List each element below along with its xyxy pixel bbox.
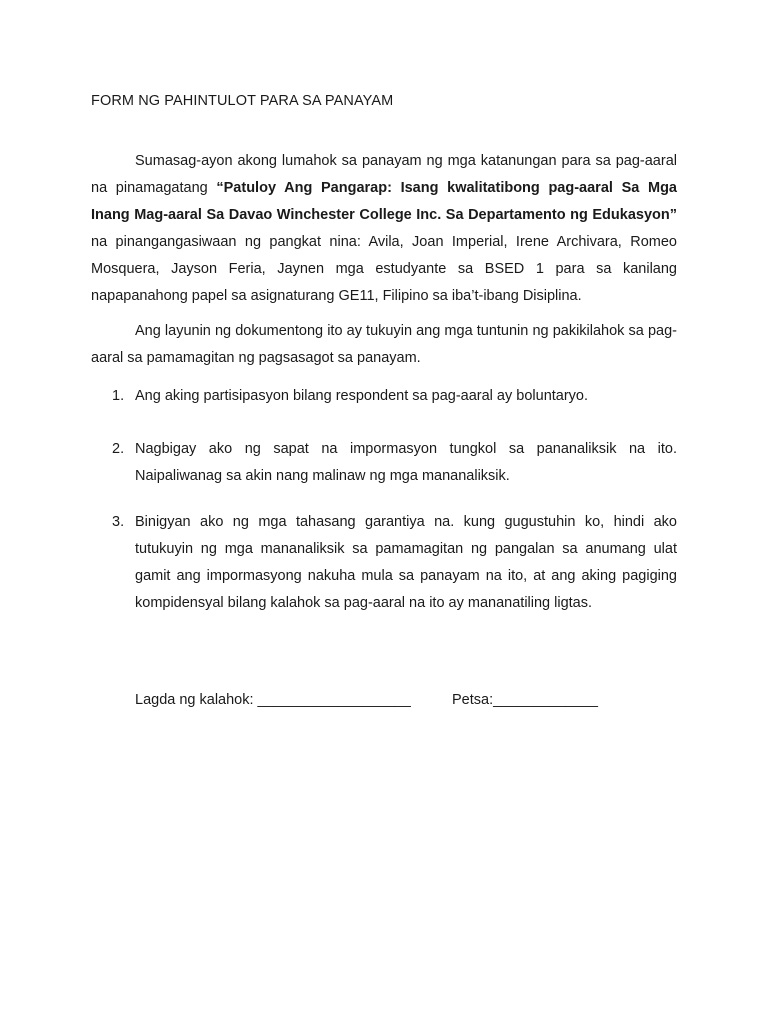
consent-rest-text: na pinangangasiwaan ng pangkat nina: Avila, Joan Imperial, Irene Archivara, Romeo Mosquera, Jayson Feria, Jaynen mga estudyante sa BSED 1 para sa kanilang napapanahong papel sa asignaturang GE11, Filipino sa iba’t-ibang Disiplina. [91,234,677,304]
list-item [112,436,677,490]
list-item-text: Ang aking partisipasyon bilang respondent sa pag-aaral ay boluntaryo. [135,388,589,404]
signature-field: Lagda ng kalahok: ___________________ [135,692,411,708]
consent-intro-text: Sumasag-ayon akong lumahok sa panayam ng mga katanungan para sa pag-aaral na pinamagatang [91,153,677,196]
list-item-text: Nagbigay ako ng sapat na impormasyon tungkol sa pananaliksik na ito. Naipaliwanag sa akin nang malinaw ng mga mananaliksik. [135,441,677,484]
date-field: Petsa:_____________ [452,692,598,708]
list-item-number: 2. [112,441,125,457]
consent-paragraph [91,148,677,310]
list-item-number: 3. [112,514,125,530]
list-item-text: Binigyan ako ng mga tahasang garantiya na. kung gugustuhin ko, hindi ako tutukuyin ng mga mananaliksik sa pamamagitan ng pangalan sa anumang ulat gamit ang impormasyong nakuha mula sa panayam na ito, at ang aking pagiging kompidensyal bilang kalahok sa pag-aaral na ito ay mananatiling ligtas. [135,514,677,611]
list-item-number: 1. [112,388,125,404]
document-title: FORM NG PAHINTULOT PARA SA PANAYAM [91,93,394,109]
list-item [112,509,677,617]
list-item [112,383,677,410]
purpose-paragraph: Ang layunin ng dokumentong ito ay tukuyin ang mga tuntunin ng pakikilahok sa pag-aaral sa pamamagitan ng pagsasagot sa panayam. [91,323,677,366]
study-title-text: “Patuloy Ang Pangarap: Isang kwalitatibong pag-aaral Sa Mga Inang Mag-aaral Sa Davao Winchester College Inc. Sa Departamento ng Edukasyon” [91,180,677,223]
